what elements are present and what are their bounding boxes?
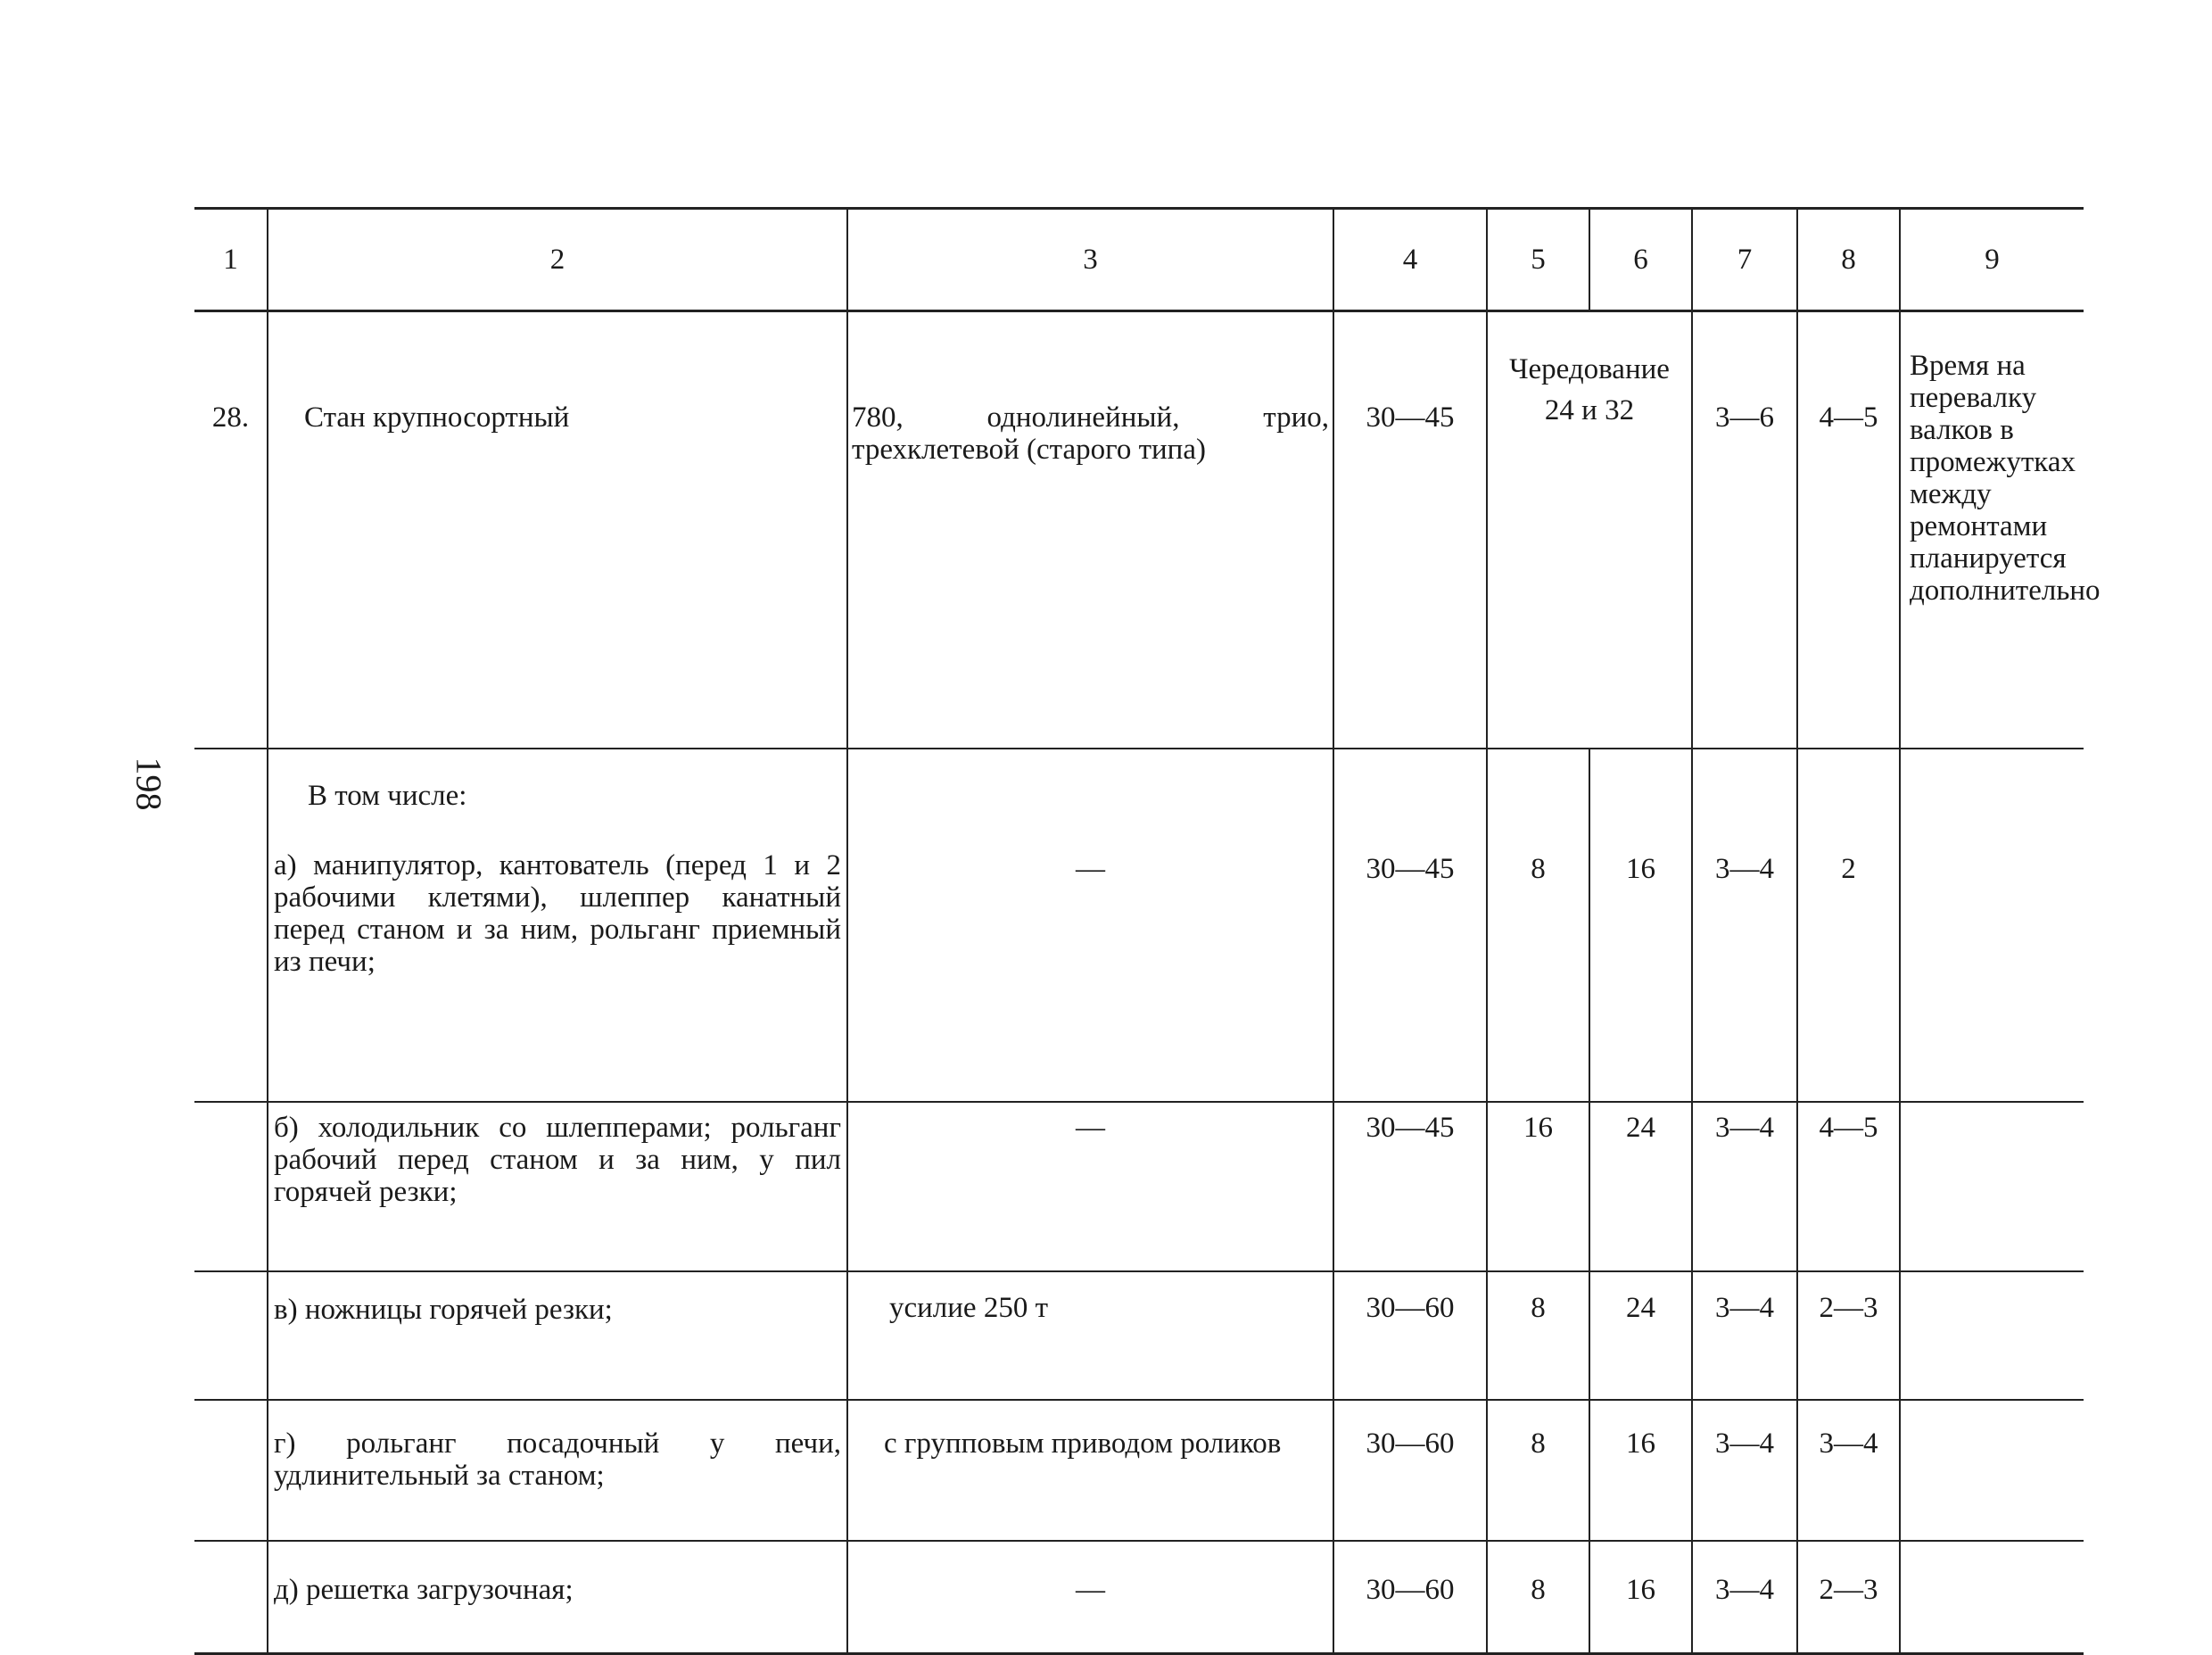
row-number-empty (194, 749, 268, 1102)
header-cell-8: 8 (1797, 209, 1900, 311)
header-cell-2: 2 (268, 209, 847, 311)
note-empty (1900, 749, 2084, 1102)
row-number-empty (194, 1271, 268, 1400)
col4-value: 30—45 (1333, 1102, 1487, 1271)
col5-value: 8 (1487, 1400, 1589, 1541)
col6-value: 24 (1589, 1102, 1692, 1271)
sub-item-v-text: в) ножницы горячей резки; (268, 1271, 847, 1400)
sub-item-spec: — (847, 1541, 1333, 1654)
sub-item-g-text: г) рольганг посадочный у печи, удлинительный за станом; (268, 1400, 847, 1541)
col4-value: 30—60 (1333, 1271, 1487, 1400)
col6-value: 16 (1589, 749, 1692, 1102)
col8-value: 2—3 (1797, 1271, 1900, 1400)
col8-value: 2 (1797, 749, 1900, 1102)
header-row (194, 209, 2084, 311)
col4-value: 30—60 (1333, 1400, 1487, 1541)
note-empty (1900, 1271, 2084, 1400)
sub-item-name (268, 749, 847, 1102)
note-text: Время на перевалку валков в промежутках между ремонтами планируется дополнительно (1900, 311, 2084, 749)
note-empty (1900, 1541, 2084, 1654)
col7-value: 3—4 (1692, 1400, 1797, 1541)
alternation-cell (1487, 311, 1692, 749)
sub-item-spec: — (847, 1102, 1333, 1271)
col5-value: 8 (1487, 1541, 1589, 1654)
table-row-28 (194, 311, 2084, 749)
including-label: В том числе: (308, 780, 467, 812)
col7-value: 3—4 (1692, 1541, 1797, 1654)
col7-value: 3—4 (1692, 1271, 1797, 1400)
sub-item-d-text: д) решетка загрузочная; (268, 1541, 847, 1654)
table-row-g (194, 1400, 2084, 1541)
row-number: 28. (194, 311, 268, 749)
col5-value: 16 (1487, 1102, 1589, 1271)
col8-value: 3—4 (1797, 1400, 1900, 1541)
col5-value: 8 (1487, 749, 1589, 1102)
note-empty (1900, 1400, 2084, 1541)
table-row-d (194, 1541, 2084, 1654)
col4-value: 30—45 (1333, 749, 1487, 1102)
note-empty (1900, 1102, 2084, 1271)
alternation-title: Чередование (1509, 353, 1670, 385)
col4-value: 30—60 (1333, 1541, 1487, 1654)
sub-item-spec: усилие 250 т (847, 1271, 1333, 1400)
col7-value: 3—6 (1692, 311, 1797, 749)
table-row-a (194, 749, 2084, 1102)
header-cell-7: 7 (1692, 209, 1797, 311)
col6-value: 16 (1589, 1400, 1692, 1541)
col5-value: 8 (1487, 1271, 1589, 1400)
header-cell-1: 1 (194, 209, 268, 311)
header-cell-3: 3 (847, 209, 1333, 311)
col8-value: 2—3 (1797, 1541, 1900, 1654)
equipment-spec: 780, однолинейный, трио, трехклетевой (старого типа) (847, 311, 1333, 749)
page-number: 198 (128, 757, 169, 811)
col7-value: 3—4 (1692, 749, 1797, 1102)
row-number-empty (194, 1400, 268, 1541)
sub-item-a-text: а) манипулятор, кантователь (перед 1 и 2 рабочими клетями), шлеппер канатный перед станом и за ним, рольганг приемный из печи; (274, 849, 841, 978)
equipment-name: Стан крупносортный (268, 311, 847, 749)
alternation-value: 24 и 32 (1544, 394, 1635, 426)
col6-value: 16 (1589, 1541, 1692, 1654)
header-cell-4: 4 (1333, 209, 1487, 311)
maintenance-table (194, 207, 2101, 1655)
sub-item-spec: — (847, 749, 1333, 1102)
col7-value: 3—4 (1692, 1102, 1797, 1271)
header-cell-5: 5 (1487, 209, 1589, 311)
sub-item-b-text: б) холодильник со шлепперами; рольганг рабочий перед станом и за ним, у пил горячей резки; (268, 1102, 847, 1271)
col6-value: 24 (1589, 1271, 1692, 1400)
row-number-empty (194, 1541, 268, 1654)
row-number-empty (194, 1102, 268, 1271)
header-cell-6: 6 (1589, 209, 1692, 311)
sub-item-spec: с групповым приводом роликов (847, 1400, 1333, 1541)
col8-value: 4—5 (1797, 311, 1900, 749)
col4-value: 30—45 (1333, 311, 1487, 749)
table-row-v (194, 1271, 2084, 1400)
header-cell-9: 9 (1900, 209, 2084, 311)
table-row-b (194, 1102, 2084, 1271)
col8-value: 4—5 (1797, 1102, 1900, 1271)
